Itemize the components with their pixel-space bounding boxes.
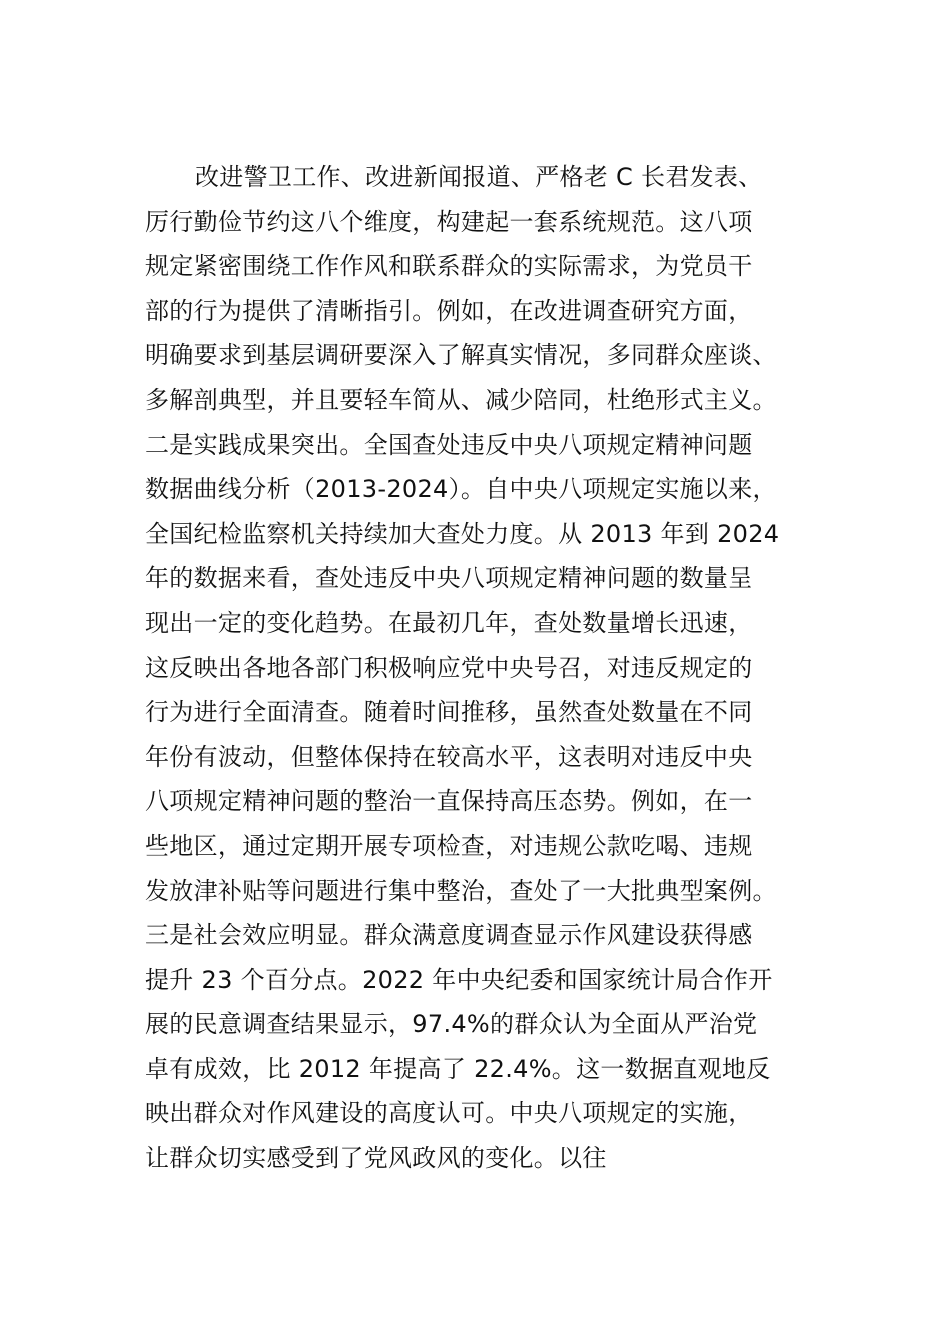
- text-line: 这反映出各地各部门积极响应党中央号召，对违反规定的: [145, 653, 753, 682]
- text-line: 规定紧密围绕工作作风和联系群众的实际需求，为党员干: [145, 252, 753, 281]
- text-line: 展的民意调查结果显示，97.4%的群众认为全面从严治党: [145, 1010, 758, 1039]
- text-line: 些地区，通过定期开展专项检查，对违规公款吃喝、违规: [145, 831, 753, 860]
- text-line: 三是社会效应明显。群众满意度调查显示作风建设获得感: [145, 921, 753, 950]
- text-line: 现出一定的变化趋势。在最初几年，查处数量增长迅速，: [145, 608, 753, 637]
- text-line: 卓有成效，比 2012 年提高了 22.4%。这一数据直观地反: [145, 1054, 771, 1083]
- body-text: [145, 155, 845, 1181]
- text-line: 八项规定精神问题的整治一直保持高压态势。例如，在一: [145, 787, 753, 816]
- text-line: 厉行勤俭节约这八个维度，构建起一套系统规范。这八项: [145, 207, 753, 236]
- text-line: 提升 23 个百分点。2022 年中央纪委和国家统计局合作开: [145, 965, 773, 994]
- text-line: 改进警卫工作、改进新闻报道、严格老 C 长君发表、: [195, 163, 763, 191]
- text-line: 数据曲线分析（2013-2024）。自中央八项规定实施以来，: [145, 475, 777, 504]
- text-line: 让群众切实感受到了党风政风的变化。以往: [145, 1144, 607, 1173]
- text-line: 部的行为提供了清晰指引。例如，在改进调查研究方面，: [145, 296, 753, 325]
- text-line: 发放津补贴等问题进行集中整治，查处了一大批典型案例。: [145, 876, 777, 905]
- text-line: 年份有波动，但整体保持在较高水平，这表明对违反中央: [145, 742, 753, 771]
- text-line: 二是实践成果突出。全国查处违反中央八项规定精神问题: [145, 430, 753, 459]
- text-line: 明确要求到基层调研要深入了解真实情况，多同群众座谈、: [145, 341, 777, 370]
- text-line: 映出群众对作风建设的高度认可。中央八项规定的实施，: [145, 1099, 753, 1128]
- text-line: 行为进行全面清查。随着时间推移，虽然查处数量在不同: [145, 698, 753, 727]
- text-line: 全国纪检监察机关持续加大查处力度。从 2013 年到 2024: [145, 519, 780, 548]
- text-line: 年的数据来看，查处违反中央八项规定精神问题的数量呈: [145, 564, 753, 593]
- text-line: 多解剖典型，并且要轻车简从、减少陪同，杜绝形式主义。: [145, 385, 777, 414]
